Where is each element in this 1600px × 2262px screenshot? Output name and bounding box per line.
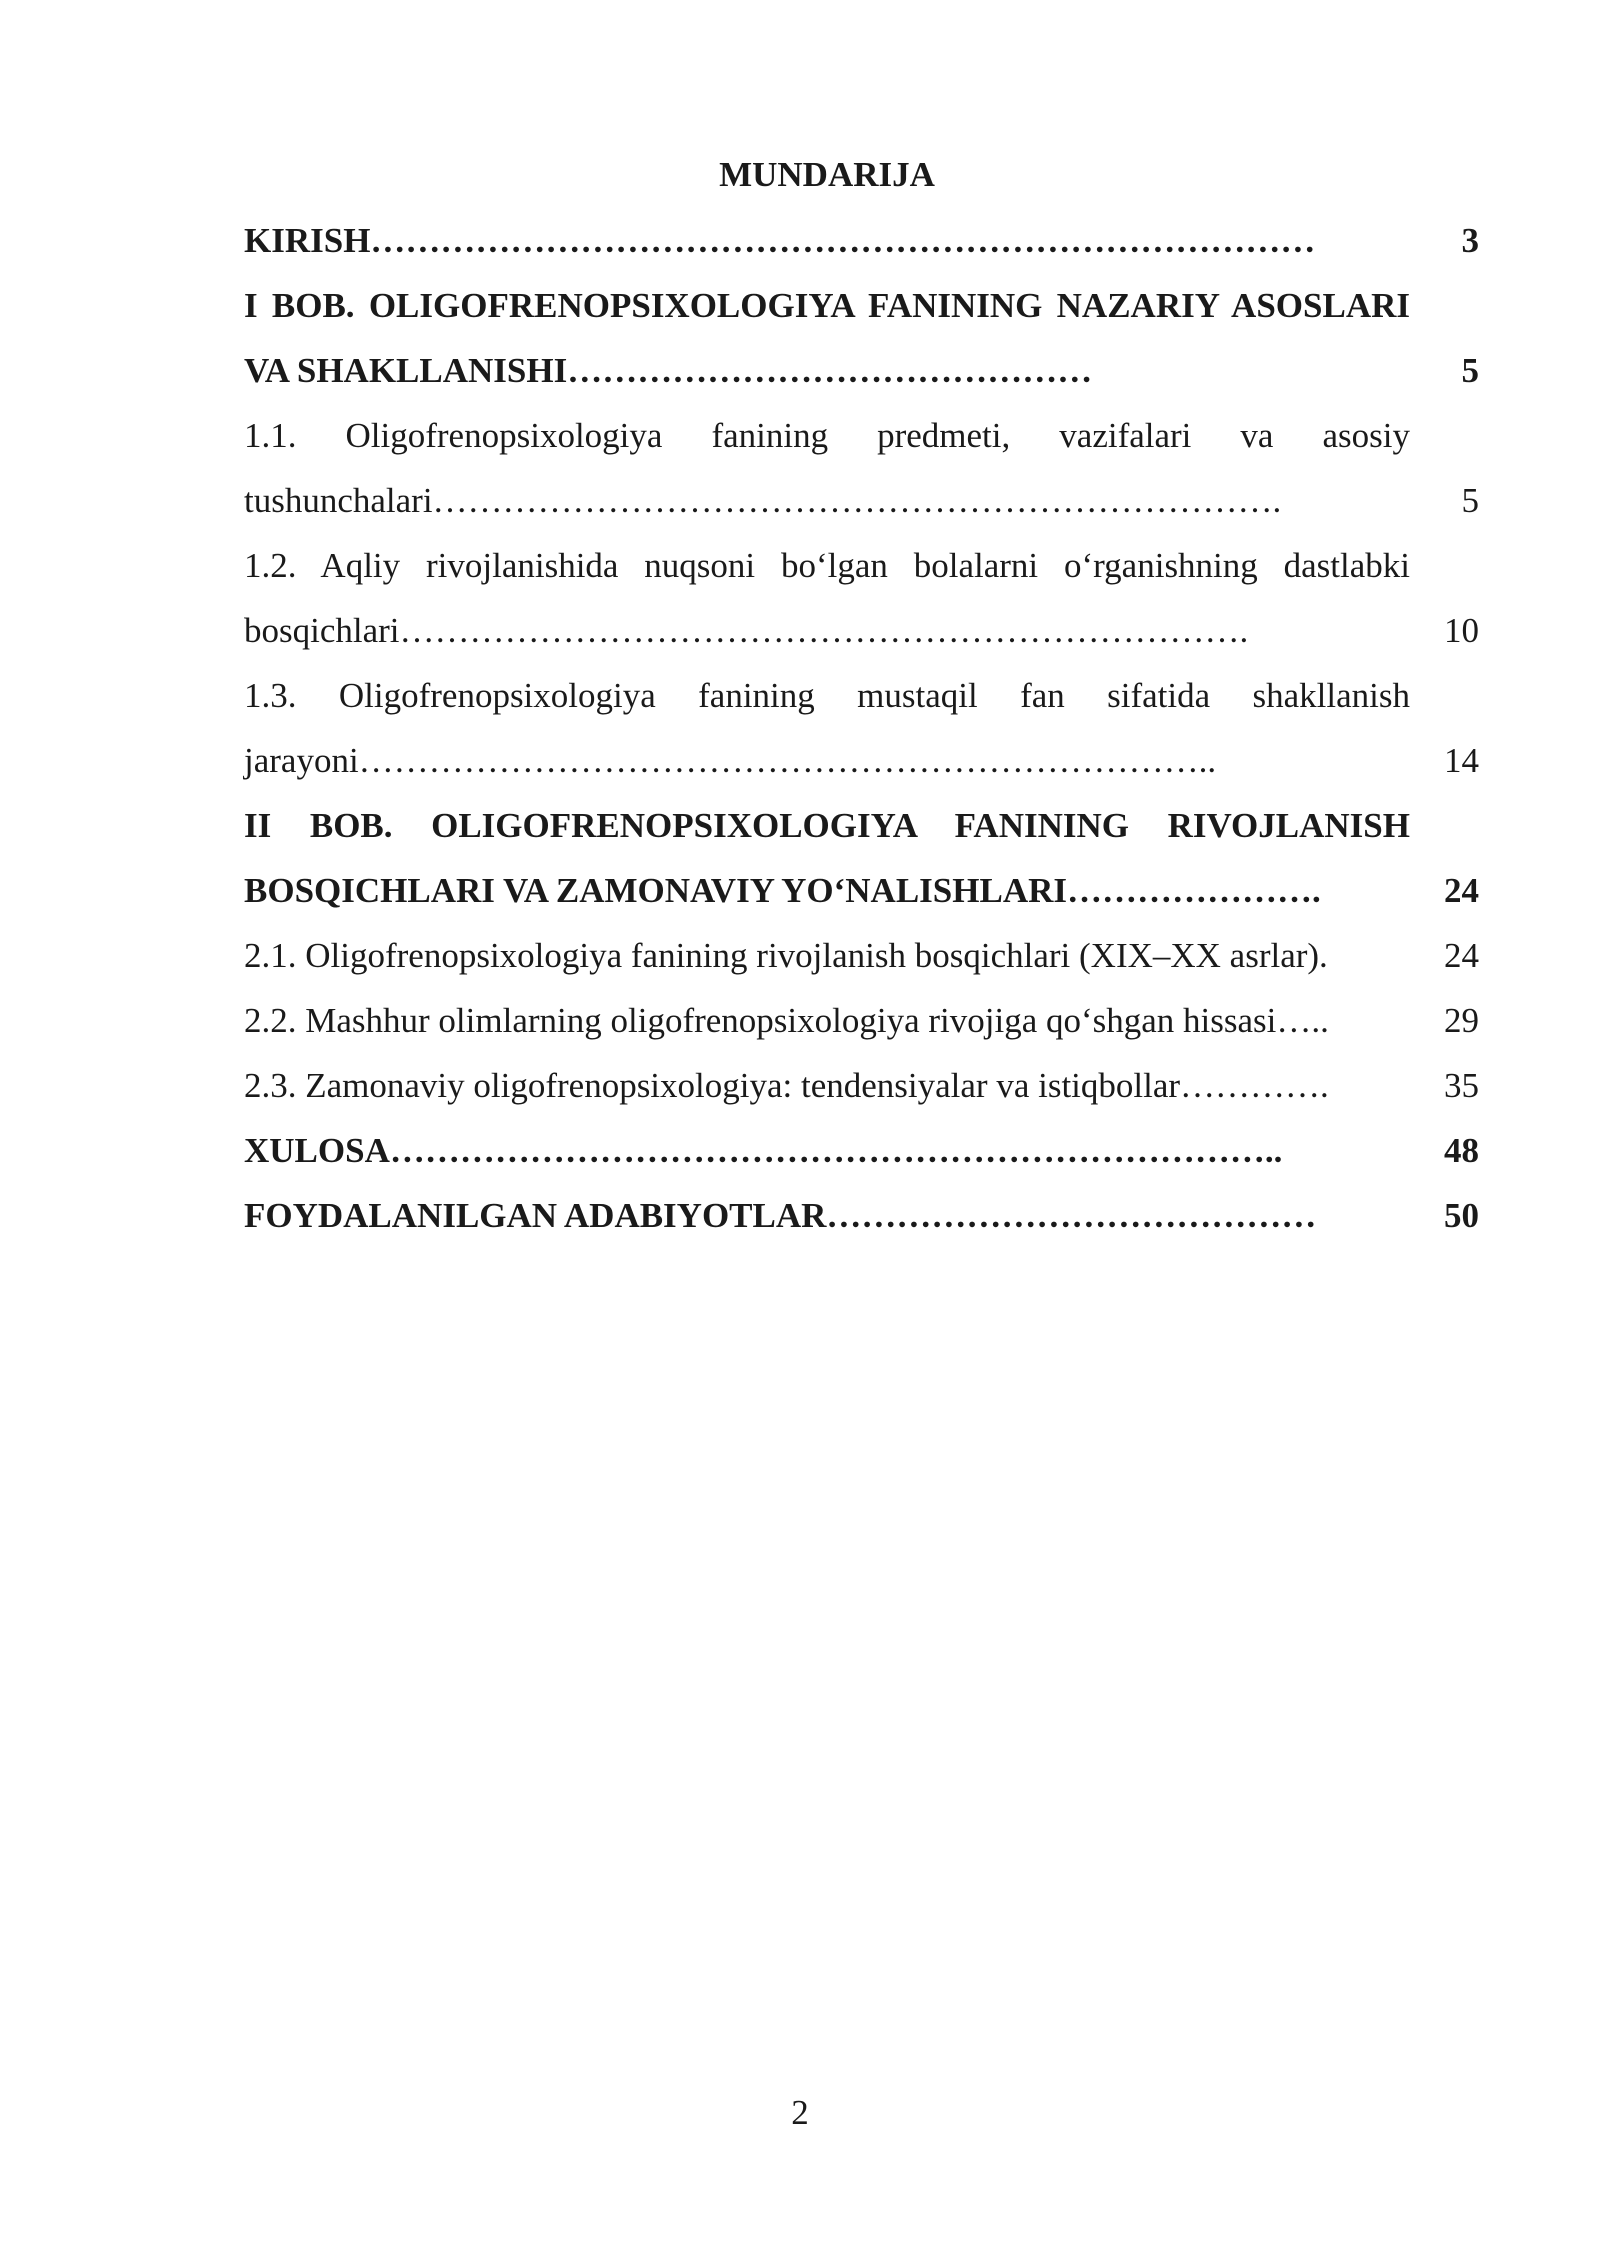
toc-entry-page: 14 <box>1444 741 1479 780</box>
toc-entry-text: 2.3. Zamonaviy oligofrenopsixologiya: tendensiyalar va istiqbollar…………. <box>244 1066 1329 1105</box>
toc-entry-text: KIRISH……………………………………………………………………… <box>244 221 1316 260</box>
toc-entry-page: 5 <box>1461 351 1479 390</box>
toc-entry-page: 50 <box>1444 1196 1479 1235</box>
toc-entry-section-1-1[interactable] <box>244 403 1479 533</box>
page-number: 2 <box>791 2093 809 2132</box>
toc-entry-page: 35 <box>1444 1066 1479 1105</box>
toc-entry-section-2-2[interactable] <box>244 988 1479 1053</box>
toc-entry-text: 1.3. Oligofrenopsixologiya fanining mustaqil fan sifatida shakllanish jarayoni……………………………………………………………….. <box>244 676 1410 780</box>
toc-entry-chapter-1[interactable] <box>244 273 1479 403</box>
toc-entry-text: I BOB. OLIGOFRENOPSIXOLOGIYA FANINING NAZARIY ASOSLARI VA SHAKLLANISHI……………………………………… <box>244 286 1410 390</box>
toc-title: MUNDARIJA <box>719 155 935 194</box>
toc-entry-text: 1.2. Aqliy rivojlanishida nuqsoni bo‘lgan bolalarni o‘rganishning dastlabki bosqichlari………………………………………………………………. <box>244 546 1410 650</box>
toc-entry-text: XULOSA………………………………………………………………….. <box>244 1131 1283 1170</box>
toc-entry-kirish[interactable] <box>244 208 1479 273</box>
toc-entry-text: 1.1. Oligofrenopsixologiya fanining predmeti, vazifalari va asosiy tushunchalari………………………………………………………………. <box>244 416 1410 520</box>
toc-entry-page: 24 <box>1444 936 1479 975</box>
toc-entry-page: 10 <box>1444 611 1479 650</box>
toc-entry-page: 5 <box>1461 481 1479 520</box>
toc-entry-text: 2.2. Mashhur olimlarning oligofrenopsixologiya rivojiga qo‘shgan hissasi….. <box>244 1001 1329 1040</box>
toc-entry-section-1-2[interactable] <box>244 533 1479 663</box>
toc-entry-page: 24 <box>1444 871 1479 910</box>
toc-entry-section-1-3[interactable] <box>244 663 1479 793</box>
toc-entry-section-2-1[interactable] <box>244 923 1479 988</box>
toc-entry-section-2-3[interactable] <box>244 1053 1479 1118</box>
toc-entry-page: 3 <box>1461 221 1479 260</box>
toc-entry-page: 48 <box>1444 1131 1479 1170</box>
toc-entry-chapter-2[interactable] <box>244 793 1479 923</box>
toc-entry-page: 29 <box>1444 1001 1479 1040</box>
toc-entry-text: 2.1. Oligofrenopsixologiya fanining rivojlanish bosqichlari (XIX–XX asrlar). <box>244 936 1328 975</box>
toc-entry-text: FOYDALANILGAN ADABIYOTLAR…………………………………… <box>244 1196 1317 1235</box>
toc-entry-text: II BOB. OLIGOFRENOPSIXOLOGIYA FANINING RIVOJLANISH BOSQICHLARI VA ZAMONAVIY YO‘NALISHLARI…………………. <box>244 806 1410 910</box>
toc-entry-references[interactable] <box>244 1183 1479 1248</box>
toc-entry-xulosa[interactable] <box>244 1118 1479 1183</box>
table-of-contents <box>244 208 1479 1248</box>
